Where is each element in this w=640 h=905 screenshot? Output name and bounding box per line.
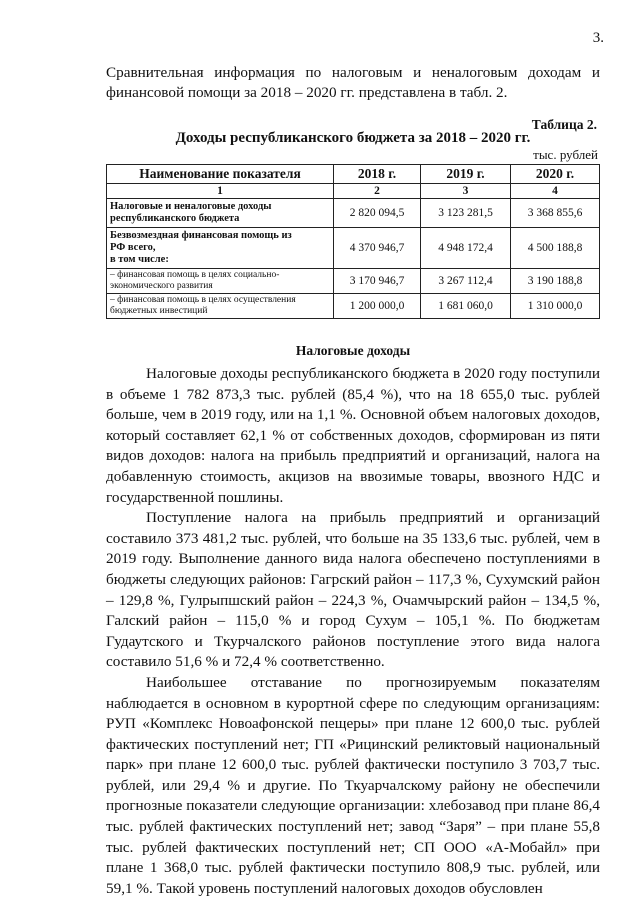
row-name-line: – финансовая помощь в целях социально- — [110, 270, 280, 280]
row-name-line: РФ всего, — [110, 242, 156, 253]
body-text — [106, 364, 600, 899]
column-number-row — [107, 184, 600, 199]
header-year-2018: 2018 г. — [334, 165, 421, 184]
value-2019: 3 123 281,5 — [421, 199, 511, 228]
value-2018: 2 820 094,5 — [334, 199, 421, 228]
table-row — [107, 199, 600, 228]
value-2018: 4 370 946,7 — [334, 228, 421, 269]
table-row — [107, 269, 600, 294]
value-2020: 3 368 855,6 — [511, 199, 600, 228]
row-name-line: республиканского бюджета — [110, 213, 240, 224]
table-units: тыс. рублей — [533, 147, 598, 162]
row-name — [107, 199, 334, 228]
row-name-line: Налоговые и неналоговые доходы — [110, 201, 272, 212]
row-name-line: в том числе: — [110, 254, 169, 265]
paragraph: Налоговые доходы республиканского бюджета в 2020 году поступили в объеме 1 782 873,3 тыс. рублей (85,4 %), что на 18 655,0 тыс. рублей больше, чем в 2019 году, или на 1,1 %. Основной объем налоговых доходов, который составляет 62,1 % от собственных доходов, сформирован из пяти видов доходов: налога на прибыль предприятий и организаций, налога на добавленную стоимость, акцизов на ввозимые товары, ввозного НДС и государственной пошлины. — [106, 365, 600, 506]
table-title: Доходы республиканского бюджета за 2018 – 2020 гг. — [175, 130, 531, 146]
row-name — [107, 294, 334, 319]
value-2018: 1 200 000,0 — [334, 294, 421, 319]
header-year-2020: 2020 г. — [511, 165, 600, 184]
header-indicator-name: Наименование показателя — [107, 165, 334, 184]
row-name-line: Безвозмездная финансовая помощь из — [110, 230, 292, 241]
value-2020: 3 190 188,8 — [511, 269, 600, 294]
row-name-line: – финансовая помощь в целях осуществления — [110, 295, 296, 305]
value-2019: 4 948 172,4 — [421, 228, 511, 269]
column-number: 4 — [511, 184, 600, 199]
intro-paragraph: Сравнительная информация по налоговым и неналоговым доходам и финансовой помощи за 2018 – 2020 гг. представлена в табл. 2. — [106, 64, 600, 101]
paragraph: Поступление налога на прибыль предприятий и организаций составило 373 481,2 тыс. рублей, что больше на 35 133,6 тыс. рублей, чем в 2019 году. Выполнение данного вида налога обеспечено поступлениями в бюджеты следующих районов: Гагрский район – 117,3 %, Сухумский район – 129,8 %, Гулрыпшский район – 224,3 %, Очамчырский район – 134,5 %, Галский район – 115,0 % и город Сухум – 105,1 %. По бюджетам Гудаутского и Ткурчалского районов поступление этого вида налога составило 51,6 % и 72,4 % соответственно. — [106, 509, 600, 671]
table-row — [107, 228, 600, 269]
table-label: Таблица 2. — [531, 117, 597, 132]
row-name — [107, 269, 334, 294]
row-name-line: экономического развития — [110, 281, 213, 291]
page-number: 3. — [592, 30, 604, 46]
value-2019: 1 681 060,0 — [421, 294, 511, 319]
table-row — [107, 294, 600, 319]
value-2018: 3 170 946,7 — [334, 269, 421, 294]
column-number: 1 — [107, 184, 334, 199]
column-number: 3 — [421, 184, 511, 199]
column-number: 2 — [334, 184, 421, 199]
value-2020: 1 310 000,0 — [511, 294, 600, 319]
header-year-2019: 2019 г. — [421, 165, 511, 184]
row-name — [107, 228, 334, 269]
paragraph: Наибольшее отставание по прогнозируемым показателям наблюдается в основном в курортной сфере по следующим организациям: РУП «Комплекс Новоафонской пещеры» при плане 12 600,0 тыс. рублей фактических поступлений нет; ГП «Рицинский реликтовый национальный парк» при плане 12 600,0 тыс. рублей фактически поступило 3 703,7 тыс. рублей, или 29,4 % и другие. По Ткуарчалскому району не обеспечили прогнозные показатели следующие организации: хлебозавод при плане 86,4 тыс. рублей фактических поступлений нет; завод “Заря” – при плане 55,8 тыс. рублей фактических поступлений нет; СП ООО «А-Мобайл» при плане 1 368,0 тыс. рублей фактически поступило 808,9 тыс. рублей, или 59,1 %. Такой уровень поступлений налоговых доходов обусловлен — [106, 673, 600, 897]
value-2019: 3 267 112,4 — [421, 269, 511, 294]
row-name-line: бюджетных инвестиций — [110, 306, 208, 316]
section-title: Налоговые доходы — [295, 343, 411, 358]
table-header-row — [107, 165, 600, 184]
budget-revenue-table — [106, 164, 600, 319]
value-2020: 4 500 188,8 — [511, 228, 600, 269]
